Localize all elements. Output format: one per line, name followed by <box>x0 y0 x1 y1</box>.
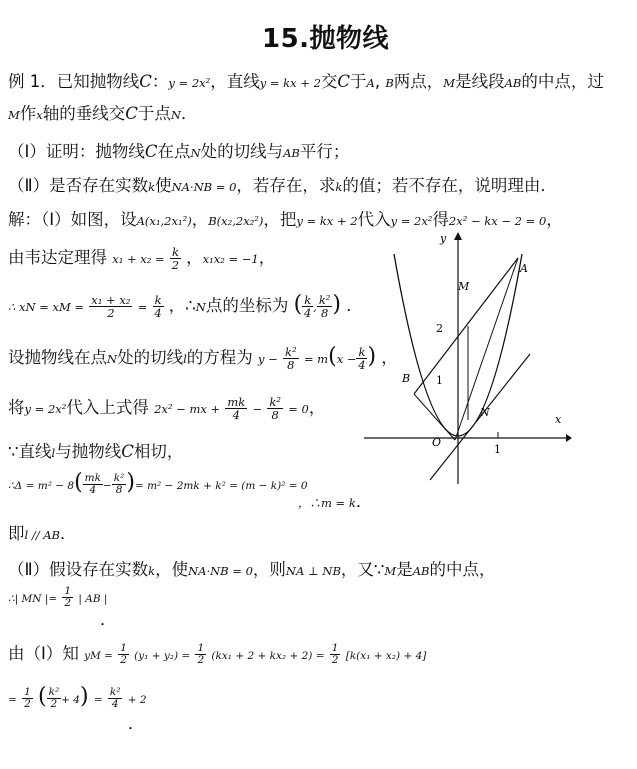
solution-line12: = $\frac{1}{2}$ ( $\frac{\text{k²}}{2}$ + 4) = $\frac{\text{k²}}{4}$ + 2 <box>8 684 147 710</box>
solution-line8: 即l // AB． <box>8 524 77 543</box>
solution-line9: （Ⅱ）假设存在实数k，使NA·NB = 0，则NA ⊥ NB，又∵M是AB的中点， <box>8 560 496 579</box>
point-m-label: M <box>458 280 470 293</box>
x-axis-arrow <box>566 434 572 442</box>
example-label: 例 1 <box>8 72 41 91</box>
solution-line3: ∴ xN = xM = $\frac{\text{x₁ + x₂}}{2}$ = $\frac{k}{4}$ ，∴N点的坐标为 ( $\frac{k}{4}$ , $\frac{\text{k²}}{8}$ ) ． <box>8 292 363 320</box>
x-tick-1-label: 1 <box>494 443 501 456</box>
solution-line5: 将y = 2x²代入上式得 2x² − mx + $\frac{mk}{4}$ − $\frac{\text{k²}}{8}$ = 0， <box>8 394 326 422</box>
fraction-k-over-2: $\frac{k}{2}$ <box>171 244 180 272</box>
solution-line7: ∴Δ = m² − 8( $\frac{mk}{4}$ − $\frac{\text{k²}}{8}$ )= m² − 2mk + k² = (m − k)² = 0 <box>8 470 308 496</box>
solution-line7-tail: ，∴m = k． <box>298 492 373 511</box>
y-tick-1-label: 1 <box>436 374 443 387</box>
page-title: 15.抛物线 <box>262 24 390 54</box>
point-a-label: A <box>520 262 528 275</box>
origin-label: O <box>432 436 442 449</box>
solution-line11: 由（Ⅰ）知 yM = $\frac{1}{2}$ (y₁ + y₂) = $\frac{1}{2}$ (kx₁ + 2 + kx₂ + 2) = $\frac{1}{2}$ [k(x₁ + x₂) + 4] <box>8 641 427 666</box>
y-axis-label: y <box>440 232 447 245</box>
solution-line2: 由韦达定理得 x₁ + x₂ = $\frac{k}{2}$ ，x₁x₂ = −1， <box>8 244 276 272</box>
y-axis-arrow <box>454 232 462 240</box>
question-part1: （Ⅰ）证明：抛物线C在点N处的切线与AB平行； <box>8 142 350 161</box>
example-intro-line1: 例 1．已知抛物线C：y = 2x²，直线y = kx + 2交C于A, B两点，M是线段AB的中点，过 <box>8 72 604 91</box>
question-part2: （Ⅱ）是否存在实数k使NA·NB = 0，若存在，求k的值；若不存在，说明理由． <box>8 176 557 195</box>
point-n-label: N <box>480 406 490 419</box>
parabola-figure <box>358 228 573 490</box>
y-tick-2-label: 2 <box>436 322 443 335</box>
eq-dot-product: NA·NB = 0 <box>171 180 237 194</box>
point-b-label: B <box>402 372 411 385</box>
chord-ab <box>414 258 518 394</box>
example-intro-line2: M作x轴的垂线交C于点N． <box>8 104 198 123</box>
solution-line6: ∵直线l与抛物线C相切， <box>8 442 184 461</box>
solution-line4: 设抛物线在点N处的切线l的方程为 y − $\frac{\text{k²}}{8}$ = m(x − $\frac{k}{4}$ ) ， <box>8 344 398 372</box>
eq-line: y = kx + 2 <box>259 76 321 90</box>
x-axis-label: x <box>555 413 562 426</box>
solution-line1: 解：（Ⅰ）如图，设A(x₁,2x₁²)，B(x₂,2x₂²)，把y = kx + 2代入y = 2x²得2x² − kx − 2 = 0， <box>8 210 563 229</box>
solution-label: 解： <box>8 210 41 229</box>
segment-nb <box>414 394 455 440</box>
solution-line10: ∴| MN |= $\frac{1}{2}$ | AB | <box>8 585 108 610</box>
eq-parabola: y = 2x² <box>168 76 211 90</box>
